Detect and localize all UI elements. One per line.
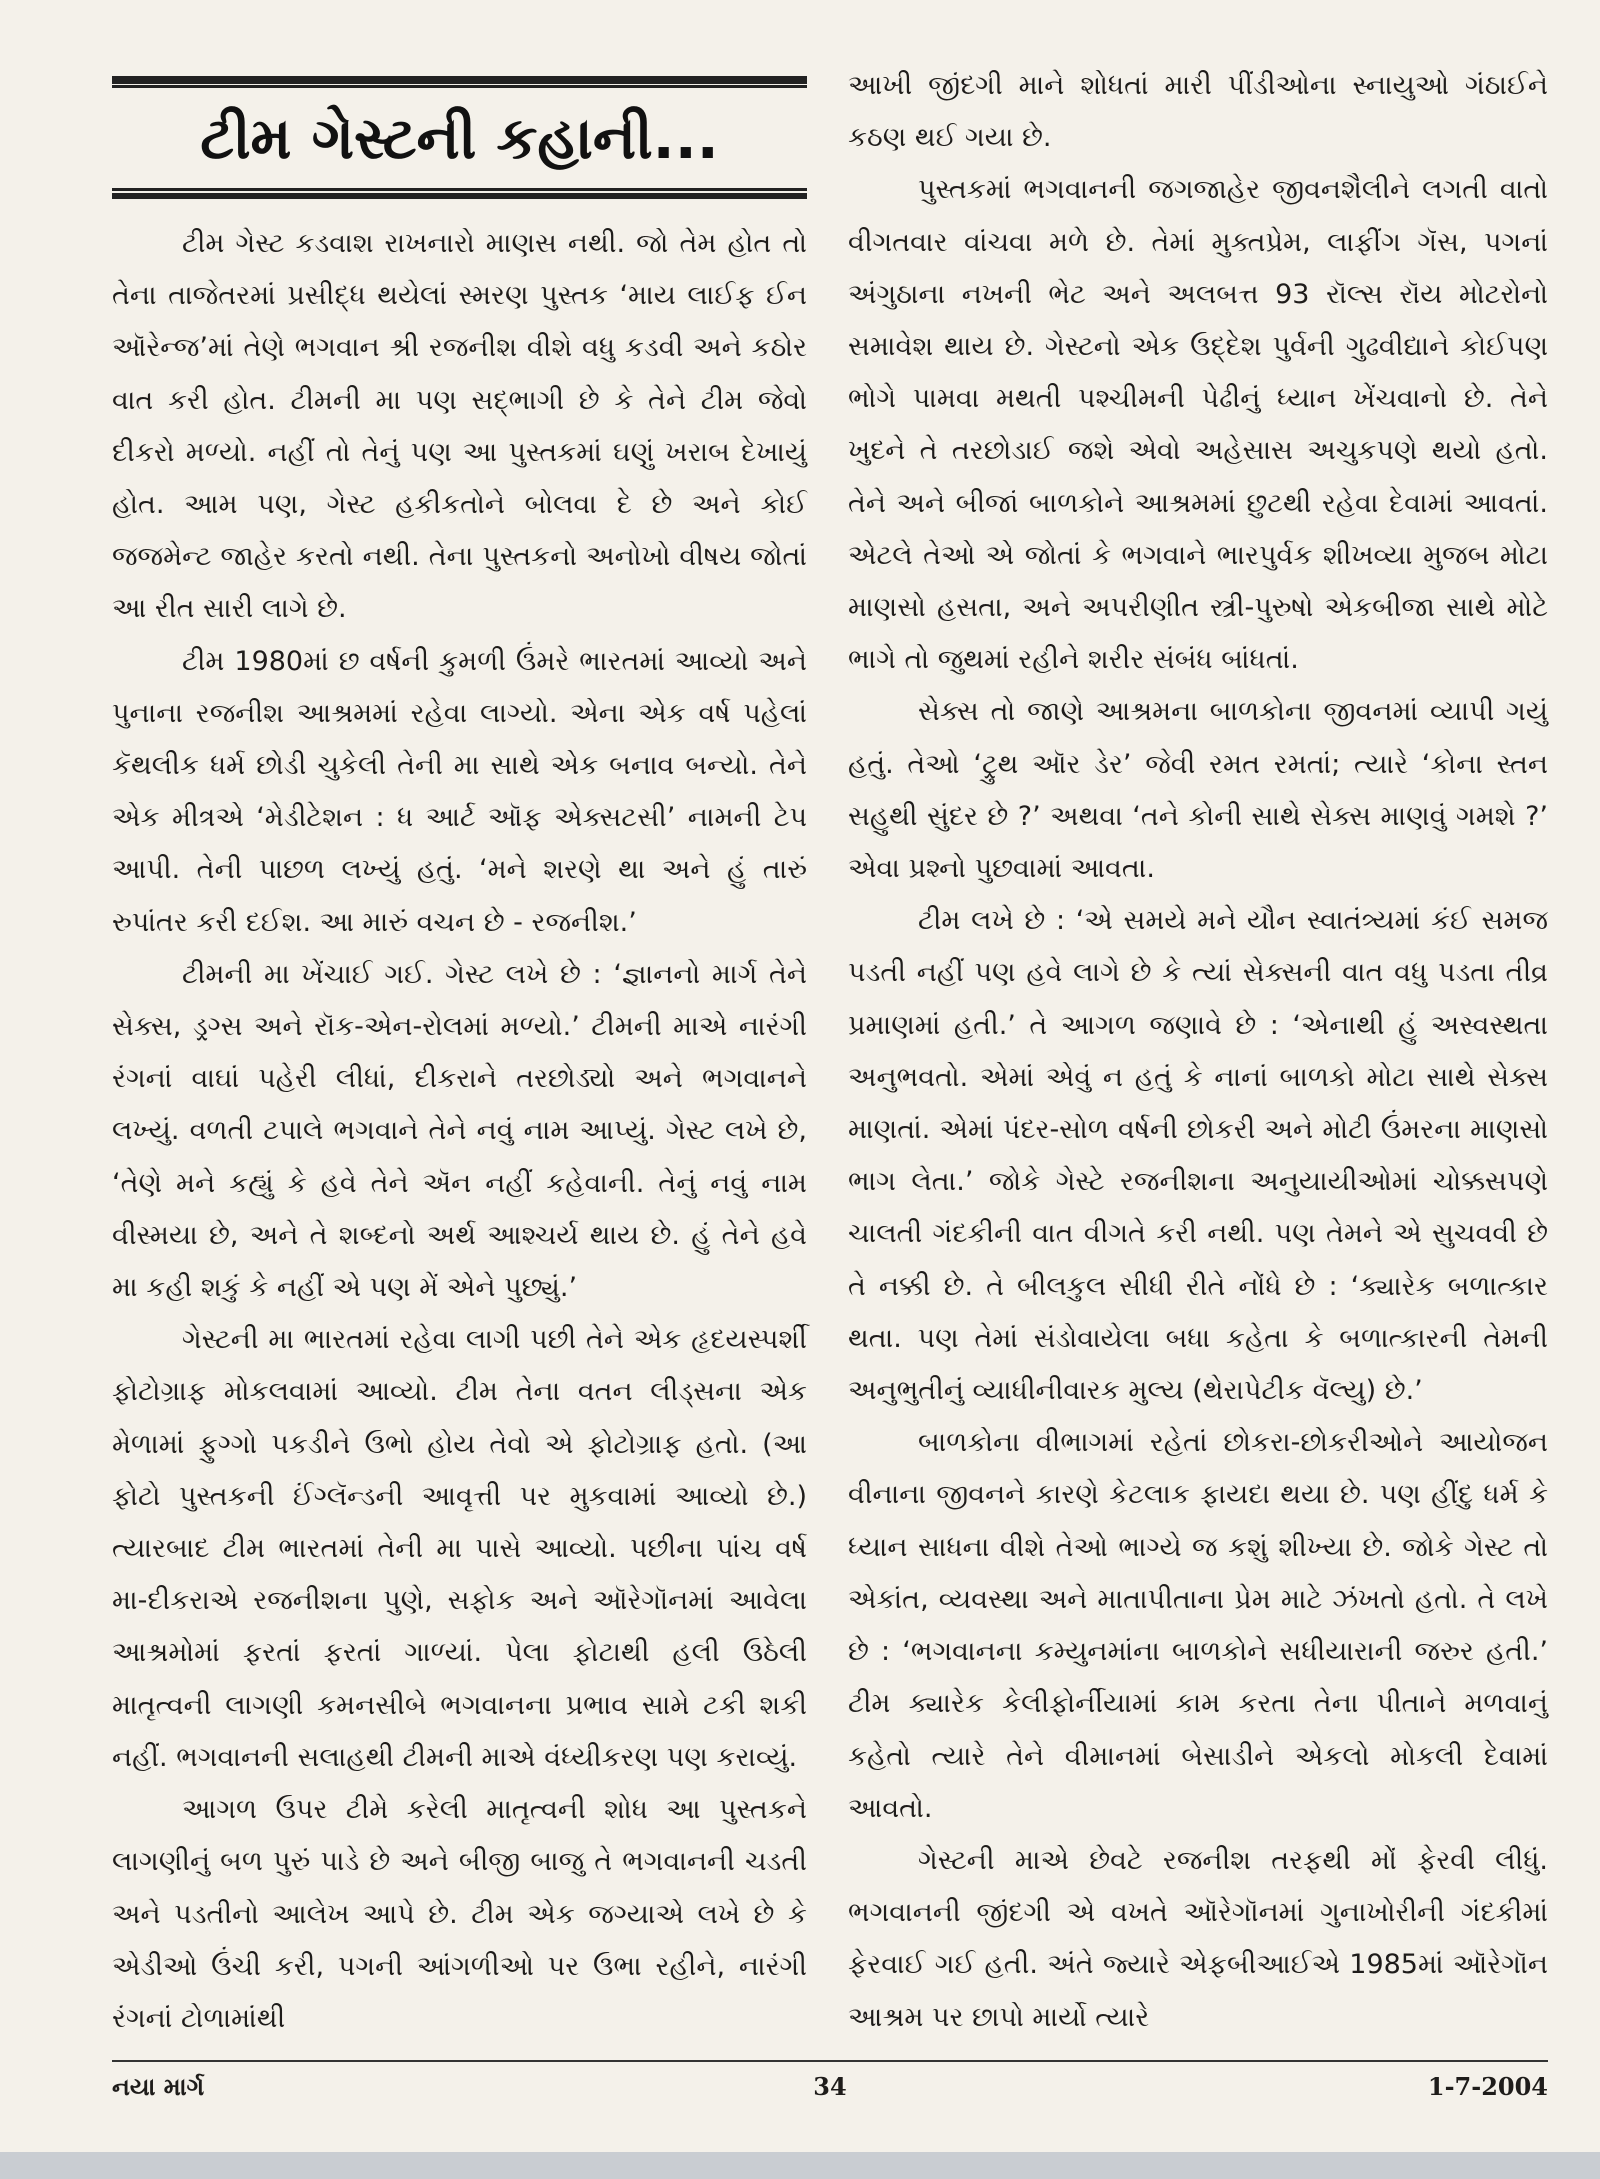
page-footer [112,2072,1548,2112]
paragraph: સેક્સ તો જાણે આશ્રમના બાળકોના જીવનમાં વ્યાપી ગયું હતું. તેઓ ‘ટ્રુથ ઑર ડેર’ જેવી રમત રમતાં; ત્યારે ‘કોના સ્તન સહુથી સુંદર છે ?’ અથવા ‘તને કોની સાથે સેક્સ માણવું ગમશે ?’ એવા પ્રશ્નો પુછવામાં આવતા. [848,696,1548,885]
paragraph: ગેસ્ટની મા ભારતમાં રહેવા લાગી પછી તેને એક હૃદયસ્પર્શી ફોટોગ્રાફ મોકલવામાં આવ્યો. ટીમ તેના વતન લીડ્સના એક મેળામાં ફુગ્ગો પકડીને ઉભો હોય તેવો એ ફોટોગ્રાફ હતો. (આ ફોટો પુસ્તકની ઈંગ્લૅન્ડની આવૃત્તી પર મુકવામાં આવ્યો છે.) ત્યારબાદ ટીમ ભારતમાં તેની મા પાસે આવ્યો. પછીના પાંચ વર્ષ મા-દીકરાએ રજનીશના પુણે, સફોક અને ઑરેગૉનમાં આવેલા આશ્રમોમાં ફરતાં ફરતાં ગાળ્યાં. પેલા ફોટાથી હલી ઉઠેલી માતૃત્વની લાગણી કમનસીબે ભગવાનના પ્રભાવ સામે ટકી શકી નહીં. ભગવાનની સલાહથી ટીમની માએ વંધ્યીકરણ પણ કરાવ્યું. [112,1324,807,1773]
right-column [848,60,1548,2044]
paragraph: ટીમ લખે છે : ‘એ સમયે મને યૌન સ્વાતંત્ર્યમાં કંઈ સમજ પડતી નહીં પણ હવે લાગે છે કે ત્યાં સેક્સની વાત વધુ પડતા તીવ્ર પ્રમાણમાં હતી.’ તે આગળ જણાવે છે : ‘એનાથી હું અસ્વસ્થતા અનુભવતો. એમાં એવું ન હતું કે નાનાં બાળકો મોટા સાથે સેક્સ માણતાં. એમાં પંદર-સોળ વર્ષની છોકરી અને મોટી ઉંમરના માણસો ભાગ લેતા.’ જોકે ગેસ્ટે રજનીશના અનુયાયીઓમાં ચોક્કસપણે ચાલતી ગંદકીની વાત વીગતે કરી નથી. પણ તેમને એ સુચવવી છે તે નક્કી છે. તે બીલકુલ સીધી રીતે નોંધે છે : ‘ક્યારેક બળાત્કાર થતા. પણ તેમાં સંડોવાયેલા બધા કહેતા કે બળાત્કારની તેમની અનુભુતીનું વ્યાધીનીવારક મુલ્ય (થેરાપેટીક વૅલ્યુ) છે.’ [848,905,1548,1407]
title-bottom-rule [112,188,807,199]
paragraph: પુસ્તકમાં ભગવાનની જગજાહેર જીવનશૈલીને લગતી વાતો વીગતવાર વાંચવા મળે છે. તેમાં મુક્તપ્રેમ, લાફીંગ ગૅસ, પગનાં અંગુઠાના નખની ભેટ અને અલબત્ત 93 રૉલ્સ રૉય મોટરોનો સમાવેશ થાય છે. ગેસ્ટનો એક ઉદ્દેશ પુર્વની ગુઢવીદ્યાને કોઈપણ ભોગે પામવા મથતી પશ્ચીમની પેઢીનું ધ્યાન ખેંચવાનો છે. તેને ખુદને તે તરછોડાઈ જશે એવો અહેસાસ અચુકપણે થયો હતો. તેને અને બીજાં બાળકોને આશ્રમમાં છુટથી રહેવા દેવામાં આવતાં. એટલે તેઓ એ જોતાં કે ભગવાને ભારપુર્વક શીખવ્યા મુજબ મોટા માણસો હસતા, અને અપરીણીત સ્ત્રી-પુરુષો એકબીજા સાથે મોટે ભાગે તો જુથમાં રહીને શરીર સંબંધ બાંધતાં. [848,174,1548,676]
paragraph: ટીમ 1980માં છ વર્ષની કુમળી ઉંમરે ભારતમાં આવ્યો અને પુનાના રજનીશ આશ્રમમાં રહેવા લાગ્યો. એના એક વર્ષ પહેલાં કૅથલીક ધર્મ છોડી ચુકેલી તેની મા સાથે એક બનાવ બન્યો. તેને એક મીત્રએ ‘મેડીટેશન : ધ આર્ટ ઑફ એક્સટસી’ નામની ટેપ આપી. તેની પાછળ લખ્યું હતું. ‘મને શરણે થા અને હું તારું રુપાંતર કરી દઈશ. આ મારું વચન છે - રજનીશ.’ [112,645,807,938]
article-title: ટીમ ગેસ્ટની કહાની... [200,104,719,172]
footer-rule [112,2060,1548,2062]
issue-date: 1-7-2004 [1427,2072,1548,2101]
paragraph: ટીમ ગેસ્ટ કડવાશ રાખનારો માણસ નથી. જો તેમ હોત તો તેના તાજેતરમાં પ્રસીદ્ધ થયેલાં સ્મરણ પુસ્તક ‘માય લાઈફ ઈન ઑરેન્જ’માં તેણે ભગવાન શ્રી રજનીશ વીશે વધુ કડવી અને કઠોર વાત કરી હોત. ટીમની મા પણ સદ્ભાગી છે કે તેને ટીમ જેવો દીકરો મળ્યો. નહીં તો તેનું પણ આ પુસ્તકમાં ઘણું ખરાબ દેખાયું હોત. આમ પણ, ગેસ્ટ હકીકતોને બોલવા દે છે અને કોઈ જજમેન્ટ જાહેર કરતો નથી. તેના પુસ્તકનો અનોખો વીષય જોતાં આ રીત સારી લાગે છે. [112,228,807,625]
title-block [112,58,807,210]
scan-bottom-band [0,2152,1600,2179]
paragraph: ગેસ્ટની માએ છેવટે રજનીશ તરફથી મોં ફેરવી લીધું. ભગવાનની જીંદગી એ વખતે ઑરેગૉનમાં ગુનાખોરીની ગંદકીમાં ફેરવાઈ ગઈ હતી. અંતે જ્યારે એફબીઆઈએ 1985માં ઑરેગૉન આશ્રમ પર છાપો માર્યો ત્યારે [848,1844,1548,2033]
publication-name: નયા માર્ગ [112,2072,205,2101]
paragraph: બાળકોના વીભાગમાં રહેતાં છોકરા-છોકરીઓને આયોજન વીનાના જીવનને કારણે કેટલાક ફાયદા થયા છે. પણ હીંદુ ધર્મ કે ધ્યાન સાધના વીશે તેઓ ભાગ્યે જ કશું શીખ્યા છે. જોકે ગેસ્ટ તો એકાંત, વ્યવસ્થા અને માતાપીતાના પ્રેમ માટે ઝંખતો હતો. તે લખે છે : ‘ભગવાનના કમ્યુનમાંના બાળકોને સધીયારાની જરુર હતી.’ ટીમ ક્યારેક કેલીફોર્નીયામાં કામ કરતા તેના પીતાને મળવાનું કહેતો ત્યારે તેને વીમાનમાં બેસાડીને એકલો મોકલી દેવામાં આવતો. [848,1427,1548,1824]
page-number: 34 [813,2072,847,2101]
paragraph: ટીમની મા ખેંચાઈ ગઈ. ગેસ્ટ લખે છે : ‘જ્ઞાનનો માર્ગ તેને સેક્સ, ડ્રગ્સ અને રૉક-એન-રોલમાં મળ્યો.’ ટીમની માએ નારંગી રંગનાં વાઘાં પહેરી લીધાં, દીકરાને તરછોડ્યો અને ભગવાનને લખ્યું. વળતી ટપાલે ભગવાને તેને નવું નામ આપ્યું. ગેસ્ટ લખે છે, ‘તેણે મને કહ્યું કે હવે તેને ઍન નહીં કહેવાની. તેનું નવું નામ વીસ્મયા છે, અને તે શબ્દનો અર્થ આશ્ચર્ય થાય છે. હું તેને હવે મા કહી શકું કે નહીં એ પણ મેં એને પુછ્યું.’ [112,958,807,1304]
paragraph: આગળ ઉપર ટીમે કરેલી માતૃત્વની શોધ આ પુસ્તકને લાગણીનું બળ પુરું પાડે છે અને બીજી બાજુ તે ભગવાનની ચડતી અને પડતીનો આલેખ આપે છે. ટીમ એક જગ્યાએ લખે છે કે એડીઓ ઉંચી કરી, પગની આંગળીઓ પર ઉભા રહીને, નારંગી રંગનાં ટોળામાંથી [112,1794,807,2034]
left-column [112,58,807,2045]
paragraph: આખી જીંદગી માને શોધતાં મારી પીંડીઓના સ્નાયુઓ ગંઠાઈને કઠણ થઈ ગયા છે. [848,70,1548,154]
title-top-rule [112,76,807,88]
